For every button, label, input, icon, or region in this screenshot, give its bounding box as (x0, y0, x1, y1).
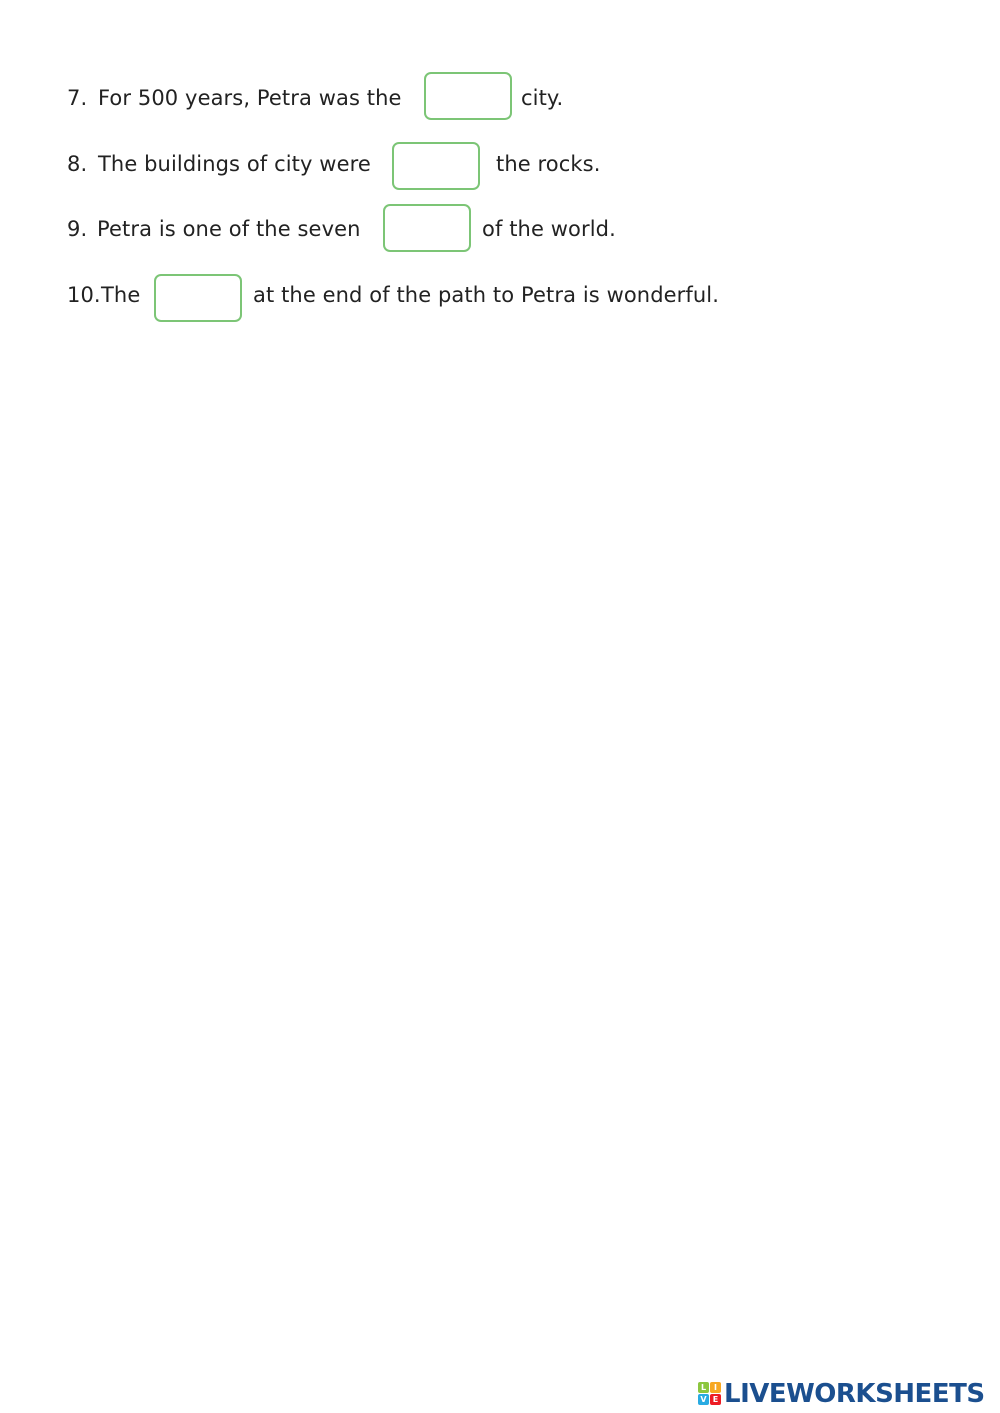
answer-blank-10[interactable] (154, 274, 242, 322)
question-text-before: The (101, 283, 141, 307)
logo-mark-tile: L (698, 1382, 709, 1393)
question-text-before: The buildings of city were (98, 152, 371, 176)
liveworksheets-logo (698, 1378, 985, 1410)
question-text-after: at the end of the path to Petra is wonderful. (253, 283, 720, 307)
question-8 (0, 142, 1000, 194)
logo-mark-tile: I (710, 1382, 721, 1393)
answer-blank-7[interactable] (424, 72, 512, 120)
liveworksheets-logo-mark (698, 1382, 722, 1406)
question-number: 7. (67, 86, 88, 110)
question-text-after: city. (521, 86, 564, 110)
question-number: 9. (67, 217, 88, 241)
question-10 (0, 274, 1000, 326)
answer-blank-8[interactable] (392, 142, 480, 190)
question-9 (0, 204, 1000, 256)
logo-mark-tile: E (710, 1394, 721, 1405)
answer-blank-9[interactable] (383, 204, 471, 252)
logo-text: LIVEWORKSHEETS (724, 1379, 985, 1409)
question-text-before: For 500 years, Petra was the (98, 86, 402, 110)
logo-mark-tile: V (698, 1394, 709, 1405)
question-number: 10. (67, 283, 101, 307)
question-number: 8. (67, 152, 88, 176)
question-7 (0, 72, 1000, 124)
question-text-after: the rocks. (496, 152, 601, 176)
question-text-before: Petra is one of the seven (97, 217, 361, 241)
question-text-after: of the world. (482, 217, 616, 241)
